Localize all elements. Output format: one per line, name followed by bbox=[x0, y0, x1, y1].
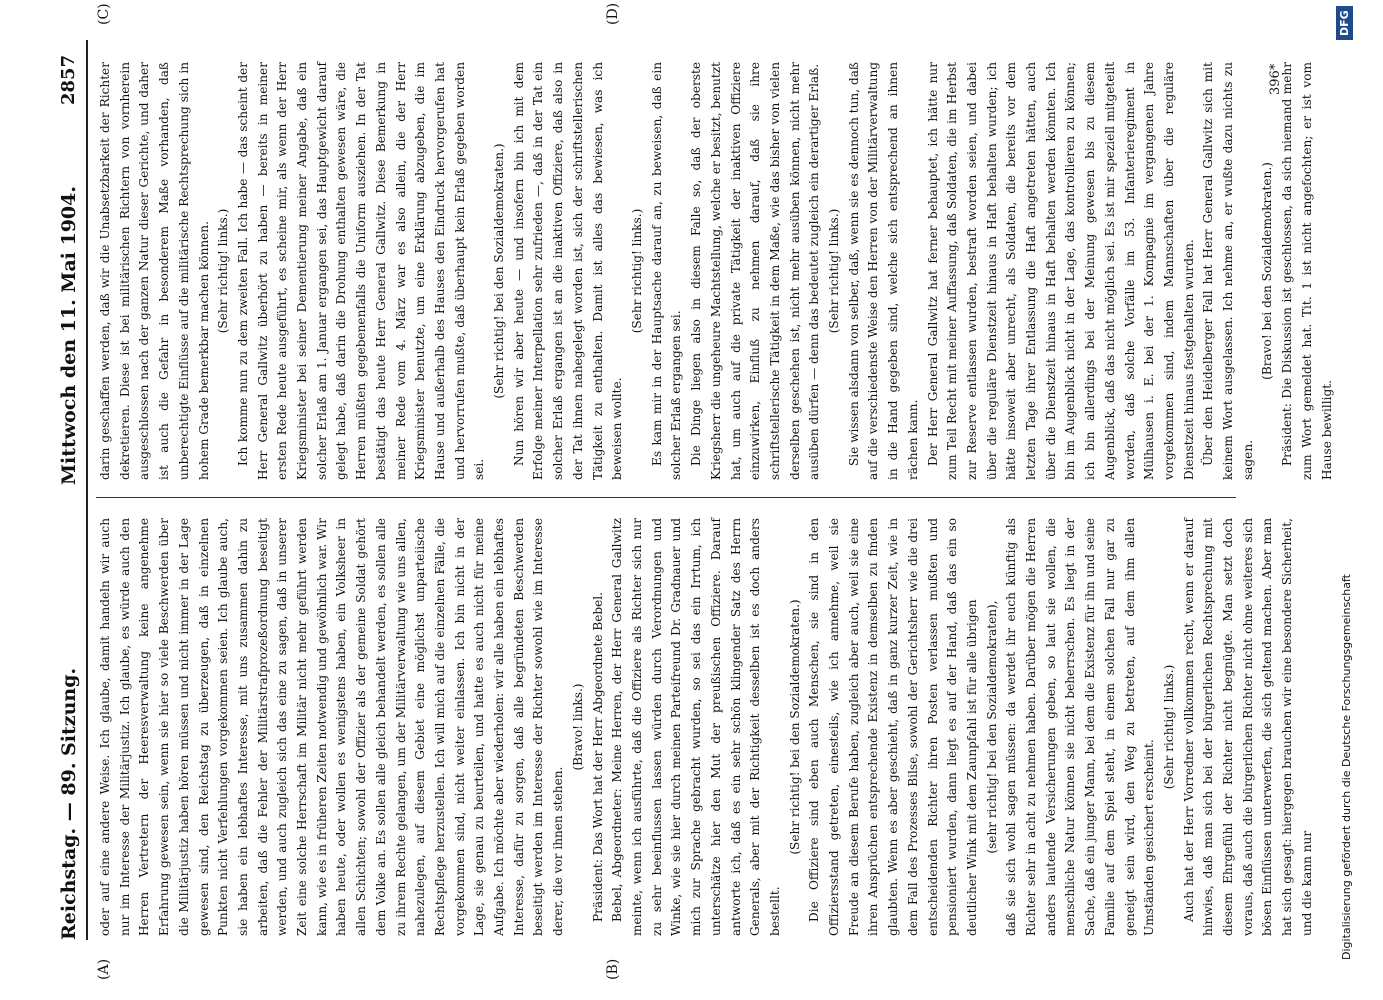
paragraph: Es kam mir in der Hauptsache darauf an, zu beweisen, daß ein solcher Erlaß ergangen sei. bbox=[649, 62, 684, 480]
paragraph: darin geschaffen werden, daß wir die Unabsetzbarkeit der Richter dekretieren. Diese ist bei militärischen Richtern von vornherein ausgeschlossen nach der ganzen Natur dieser Gerichte, und daher ist auch die Gefahr in besonderem Maße vorhanden, daß unberechtigte Einflüsse auf die militärische Rechtsprechung sich in hohem Grade bemerkbar machen können. bbox=[98, 62, 211, 480]
dfg-logo: DFG bbox=[1336, 6, 1353, 40]
paragraph: Die Offiziere sind eben auch Menschen, sie sind in den Offiziersstand getreten, einesteils, wie ich annehme, weil sie Freude an diesem Berufe haben, zugleich aber auch, weil sie eine ihren Ansprüchen entsprechende Existenz in demselben zu finden glaubten. Wenn es aber geschieht, daß in ganz kurzer Zeit, wie in dem Fall des Prozesses Bilse, sowohl der Gerichtsherr wie die drei entscheidenden Richter ihren Posten verlassen mußten und pensioniert wurden, dann liegt es auf der Hand, daß das ein so deutlicher Wink mit dem Zaunpfahl ist für alle übrigen bbox=[807, 518, 979, 936]
paragraph: daß sie sich wohl sagen müssen: da werdet ihr euch künftig als Richter sehr in acht zu nehmen haben. Darüber mögen die Herren anders lautende Versicherungen geben, so laut sie wollen, die menschliche Natur können sie nicht beherrschen. Es liegt in der Sache, daß ein junger Mann, bei dem die Existenz für ihn und seine Familie auf dem Spiel steht, in einem solchen Fall nur gar zu geneigt sein wird, den Weg zu betreten, auf dem ihm allen Umständen gesichert erscheint. bbox=[1004, 518, 1157, 936]
paragraph: Bebel, Abgeordneter: Meine Herren, der Herr General Gallwitz meinte, wenn ich ausführte, daß die Offiziere als Richter sich nur zu sehr beeinflussen lassen würden durch Verordnungen und Winke, wie sie hier durch meinen Parteifreund Dr. Gradnauer und mich zur Sprache gebracht wurden, so sei das ein Irrtum, ich unterschätze hier den Mut der preußischen Offiziere. Darauf antworte ich, daß es ein sehr schön klingender Satz des Herrn Generals, aber mit der Richtigkeit desselben ist es doch anders bestellt. bbox=[610, 518, 782, 936]
header-left: Reichstag. — 89. Sitzung. bbox=[58, 667, 80, 940]
paragraph: Sie wissen alsdann von selber, daß, wenn sie es dennoch tun, daß auf die verschiedenste Weise den Herren von der Militärverwaltung in die Hand gegeben sind, welche sich entsprechend an ihnen rächen kann. bbox=[846, 61, 920, 480]
paragraph: Auch hat der Herr Vorredner vollkommen recht, wenn er darauf hinwies, daß man sich bei der bürgerlichen Rechtsprechung mit diesem Ehrgefühl der Richter nicht begnügte. Man setzt doch voraus, daß auch die bürgerlichen Richter nicht ohne weiteres sich bösen Einflüssen unterwerfen, die sich geltend machen. Aber man hat sich gesagt: hiergegen brauchen wir eine besondere Sicherheit, und die kann nur bbox=[1181, 518, 1314, 936]
applause: (Sehr richtig! links.) bbox=[216, 208, 231, 334]
funding-text: Digitalisierung gefördert durch die Deutsche Forschungsgemeinschaft bbox=[1340, 574, 1353, 960]
column-divider bbox=[96, 497, 1236, 498]
margin-marker-d: (D) bbox=[605, 2, 621, 25]
applause: (Sehr richtig! links.) bbox=[1161, 664, 1176, 790]
header-rule bbox=[86, 40, 88, 940]
applause: (Bravo! links.) bbox=[570, 683, 585, 771]
applause: (Bravo! bei den Sozialdemokraten.) bbox=[1260, 162, 1275, 380]
paragraph: Präsident: Das Wort hat der Herr Abgeordnete Bebel. bbox=[590, 592, 605, 922]
applause: (Sehr richtig! links.) bbox=[629, 208, 644, 334]
applause: (Sehr richtig! links.) bbox=[827, 208, 842, 334]
page-header bbox=[8, 0, 88, 1000]
paragraph: Ich komme nun zu dem zweiten Fall. Ich habe — das scheint der Herr General Gallwitz überhört zu haben — bereits in meiner ersten Rede heute ausgeführt, es scheine mir, als wenn der Herr Kriegsminister bei seiner Dementierung meiner Angabe, daß ein solcher Erlaß am 1. Januar ergangen sei, das Hauptgewicht darauf gelegt habe, daß darin die Drohung enthalten gewesen wäre, die Herren müßten gegebenenfalls die Uniform ausziehen. In der Tat bestätigt das heute Herr General Gallwitz. Diese Bemerkung in meiner Rede vom 4. März war es also allein, die der Herr Kriegsminister benutzte, um eine Erklärung abzugeben, die im Hause und außerhalb des Hauses den Eindruck hervorgerufen hat und hervorrufen mußte, daß überhaupt kein Erlaß gegeben worden sei. bbox=[235, 62, 487, 480]
applause: (Sehr richtig! bei den Sozialdemokraten.) bbox=[492, 143, 507, 399]
header-date: Mittwoch den 11. Mai 1904. bbox=[58, 186, 80, 485]
paragraph: Nun hören wir aber heute — und insofern bin ich mit dem Erfolge meiner Interpellation sehr zufrieden —, daß in der Tat ein solcher Erlaß ergangen ist an die inaktiven Offiziere, daß also in der Tat ihnen nahegelegt worden ist, sich der schriftstellerischen Tätigkeit zu enthalten. Damit ist alles das bewiesen, was ich beweisen wollte. bbox=[511, 62, 625, 480]
funding-note bbox=[1330, 10, 1360, 960]
margin-marker-b: (B) bbox=[605, 958, 621, 980]
header-page-number: 2857 bbox=[58, 54, 79, 105]
applause: (sehr richtig! bei den Sozialdemokraten), bbox=[984, 600, 999, 854]
paragraph: Die Dinge liegen also in diesem Falle so, daß der oberste Kriegsherr die ungeheure Machtstellung, welche er besitzt, benutzt hat, um auch auf die private Tätigkeit der inaktiven Offiziere einzuwirken, Einfluß zu nehmen darauf, daß sie ihre schriftstellerische Tätigkeit in dem Maße, wie das bisher von vielen derselben geschehen ist, nicht mehr ausüben können, nicht mehr ausüben dürfen — denn das bedeutet zugleich ein derartiger Erlaß. bbox=[689, 62, 822, 480]
paragraph: Über den Heidelberger Fall hat Herr General Gallwitz sich mit keinem Wort ausgelassen. Ich nehme an, er wußte dazu nichts zu sagen. bbox=[1201, 62, 1255, 480]
paragraph: Präsident: Die Diskussion ist geschlossen, da sich niemand mehr zum Wort gemeldet hat. Tit. 1 ist nicht angefochten; er ist vom Hause bewilligt. bbox=[1280, 62, 1334, 480]
margin-marker-a: (A) bbox=[96, 958, 112, 980]
paragraph: oder auf eine andere Weise. Ich glaube, damit handeln wir auch nur im Interesse der Militärjustiz. Ich glaube, es würde auch den Herren Vertretern der Heeresverwaltung keine angenehme Erfahrung gewesen sein, wenn sie hier so viele Beschwerden über die Militärjustiz haben hören müssen und nicht immer in der Lage gewesen sind, den Reichstag zu überzeugen, daß in einzelnen Punkten nicht Verfehlungen vorgekommen seien. Ich glaube auch, sie haben ein lebhaftes Interesse, mit uns zusammen dahin zu arbeiten, daß die Fehler der Militärstrafprozeßordnung beseitigt werden, und auch zugleich sich das eine zu sagen, daß in unserer Zeit eine solche Herrschaft im Militär nicht mehr geführt werden kann, wie es in früheren Zeiten notwendig und gewöhnlich war. Wir haben heute, oder wollen es wenigstens haben, ein Volksheer in allen Schichten; sowohl der Offizier als der gemeine Soldat gehört dem Volke an. Es sollen alle gleich behandelt werden, es sollen alle zu ihrem Rechte gelangen, um der Militärverwaltung wie uns allen, nahezulegen, auf diesem Gebiet eine möglichst unparteiische Rechtspflege herzustellen. Ich will mich auf die einzelnen Fälle, die vorgekommen sind, nicht weiter einlassen. Ich bin nicht in der Lage, sie genau zu beurteilen, und hatte es auch nicht für meine Aufgabe. Ich möchte aber wiederholen: wir alle haben ein lebhaftes Interesse, dafür zu sorgen, daß alle begründeten Beschwerden beseitigt werden im Interesse der Richter sowohl wie im Interesse derer, die vor ihnen stehen. bbox=[98, 518, 566, 936]
applause: (Sehr richtig! bei den Sozialdemokraten.) bbox=[787, 599, 802, 855]
left-column bbox=[96, 518, 1314, 936]
margin-marker-c: (C) bbox=[96, 3, 112, 25]
bottom-page-number: 396* bbox=[1268, 63, 1283, 95]
paragraph: Der Herr General Gallwitz hat ferner behauptet, ich hätte nur zum Teil Recht mit meiner Auffassung, daß Soldaten, die im Herbst zur Reserve entlassen wurden, bestraft worden seien, und dabei über die reguläre Dienstzeit hinaus in Haft behalten wurden; ich hätte insoweit aber unrecht, als Soldaten, die bereits vor dem letzten Tage ihrer Entlassung die Haft angetreten hätten, auch über die Dienstzeit hinaus in Haft behalten werden könnten. Ich bin im Augenblick nicht in der Lage, das kontrollieren zu können; ich bin allerdings bei der Meinung gewesen bis zu diesem Augenblick, daß das nicht möglich sei. Es ist mir speziell mitgeteilt worden, daß solche Vorfälle im 53. Infanterieregiment in Mülhausen i. E. bei der 1. Kompagnie im vergangenen Jahre vorgekommen sind, indem Mannschaften über die reguläre Dienstzeit hinaus festgehalten wurden. bbox=[925, 62, 1196, 480]
